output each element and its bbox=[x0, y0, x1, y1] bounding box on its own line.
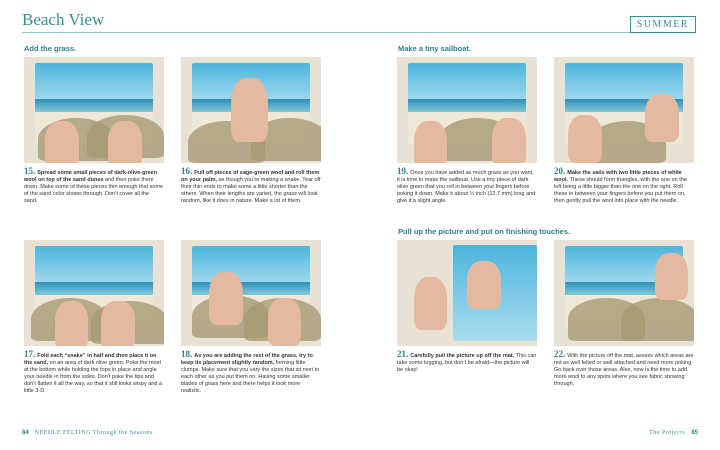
step-text: With the picture off the mat, assess which areas are not as well felted or well attached and need more poking. Go back over those areas. Also, now is the time to add more wool to any spots where you see fabric showing through. bbox=[554, 353, 694, 387]
step-number: 21. bbox=[397, 349, 409, 359]
page-number-right: 85 bbox=[691, 430, 698, 436]
step-emphasis: Carefully pull the picture up off the mat. bbox=[410, 353, 515, 359]
step-number: 15. bbox=[24, 166, 36, 176]
page-number-left: 84 bbox=[22, 430, 29, 436]
step-20 bbox=[554, 166, 694, 205]
step-text: This can take some tugging, but don’t be afraid—the picture will be okay! bbox=[397, 353, 537, 374]
step-19 bbox=[397, 166, 537, 205]
step-emphasis: Pull off pieces of sage-green wool and roll them on your palm, bbox=[181, 170, 320, 184]
step-18-photo bbox=[181, 240, 321, 346]
step-emphasis: Spread some small pieces of dark-olive-green wool on top of the sand dunes bbox=[24, 170, 158, 184]
book-title: NEEDLE FELTING Through the Seasons bbox=[34, 430, 153, 436]
step-16 bbox=[181, 166, 321, 205]
step-15-photo bbox=[24, 57, 164, 163]
step-22 bbox=[554, 349, 694, 388]
step-text: as though you’re making a snake. Tear off their thin ends to make some a little shorter than the others. When their lengths are varied, the grass will look random, like it does in nature. Make a lot of them. bbox=[181, 177, 321, 204]
step-17-photo bbox=[24, 240, 164, 346]
step-text: on an area of dark olive green. Poke the most at the bottom while holding the tops in place and angle your needle in from the sides. Don’t poke the tips and don’t flatten it all the way, so that it still looks wispy and a little 3-D. bbox=[24, 360, 163, 394]
step-emphasis: Fold each “snake” in half and then place it on the sand, bbox=[24, 353, 157, 367]
step-19-photo bbox=[397, 57, 537, 163]
step-18 bbox=[181, 349, 321, 395]
step-22-photo bbox=[554, 240, 694, 346]
step-20-photo bbox=[554, 57, 694, 163]
step-16-photo bbox=[181, 57, 321, 163]
step-text: and then poke them down. Make some of these pieces thin enough that some of the sand color shows through. Don’t cover all the sand. bbox=[24, 177, 164, 204]
title-divider bbox=[22, 32, 632, 33]
step-17 bbox=[24, 349, 164, 395]
step-number: 16. bbox=[181, 166, 193, 176]
step-number: 22. bbox=[554, 349, 566, 359]
section-heading-finishing: Pull up the picture and put on finishing touches. bbox=[398, 227, 571, 236]
season-badge: SUMMER bbox=[630, 16, 696, 33]
step-number: 19. bbox=[397, 166, 409, 176]
section-name: The Projects bbox=[649, 430, 686, 436]
step-number: 18. bbox=[181, 349, 193, 359]
step-text: These should form triangles, with the one on the left being a little bigger than the one on the right. Roll these in between your fingers before you put them on, then gently pull the wool into place with the needle. bbox=[554, 177, 687, 204]
footer-left bbox=[22, 430, 153, 436]
step-15 bbox=[24, 166, 164, 205]
step-number: 17. bbox=[24, 349, 36, 359]
step-text: forming little clumps. Make sure that you vary the sizes that sit next to each other as you put them on. Having some smaller blades of grass here and there helps it look more realistic. bbox=[181, 360, 320, 394]
step-number: 20. bbox=[554, 166, 566, 176]
step-21-photo bbox=[397, 240, 537, 346]
section-heading-sailboat: Make a tiny sailboat. bbox=[398, 44, 471, 53]
footer-right bbox=[649, 430, 698, 436]
section-heading-add-grass: Add the grass. bbox=[24, 44, 77, 53]
page-title: Beach View bbox=[22, 10, 105, 29]
step-emphasis: Make the sails with two little pieces of white wool. bbox=[554, 170, 682, 184]
step-emphasis: As you are adding the rest of the grass, try to keep its placement slightly random, bbox=[181, 353, 313, 367]
step-text: Once you have added as much grass as you want, it is time to make the sailboat. Use a tiny piece of dark olive green that you roll in between your fingers before poking it down. Make it about ½ inch (12.7 mm) long and give it a slight angle. bbox=[397, 170, 536, 204]
step-21 bbox=[397, 349, 537, 374]
